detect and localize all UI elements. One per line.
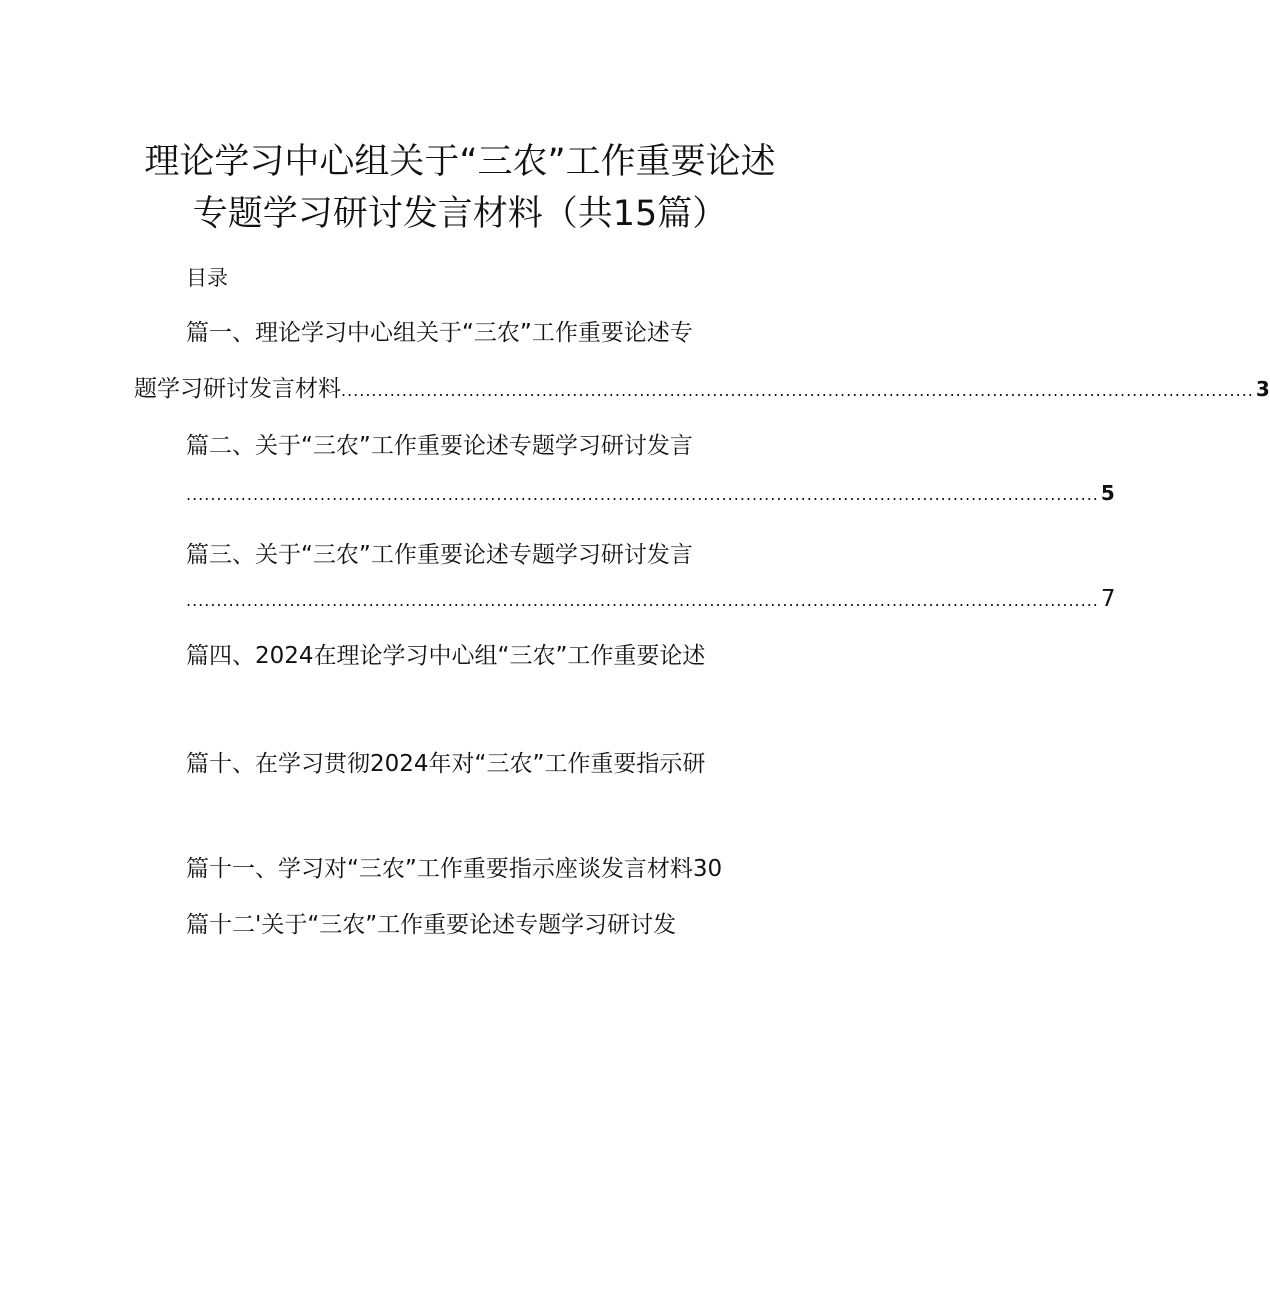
toc-entry-2-line-1[interactable]: 篇二、关于“三农”工作重要论述专题学习研讨发言 <box>186 433 693 459</box>
toc-entry-2-line-2[interactable] <box>186 481 1115 505</box>
toc-entry-3-line-2[interactable] <box>186 586 1116 612</box>
toc-entry-11[interactable]: 篇十一、学习对“三农”工作重要指示座谈发言材料30 <box>186 856 723 882</box>
toc-entry-12[interactable]: 篇十二'关于“三农”工作重要论述专题学习研讨发 <box>186 912 677 938</box>
document-title-line-2: 专题学习研讨发言材料（共15篇） <box>192 194 728 234</box>
document-title-line-1: 理论学习中心组关于“三农”工作重要论述 <box>144 142 776 182</box>
toc-entry-4[interactable]: 篇四、2024在理论学习中心组“三农”工作重要论述 <box>186 643 706 669</box>
toc-entry-1-line-2[interactable] <box>134 370 1270 403</box>
toc-entry-1-page: 3 <box>1255 377 1270 401</box>
dot-leader: ...................................................................................................................................................... <box>186 485 1099 504</box>
toc-entry-10[interactable]: 篇十、在学习贯彻2024年对“三农”工作重要指示研 <box>186 751 706 777</box>
toc-heading: 目录 <box>186 266 228 290</box>
dot-leader: ...................................................................................................................................................... <box>341 381 1254 400</box>
dot-leader: ...................................................................................................................................................... <box>186 591 1099 610</box>
toc-entry-1-text: 题学习研讨发言材料 <box>134 376 341 402</box>
toc-entry-3-line-1[interactable]: 篇三、关于“三农”工作重要论述专题学习研讨发言 <box>186 542 693 568</box>
toc-entry-1-line-1[interactable]: 篇一、理论学习中心组关于“三农”工作重要论述专 <box>186 320 693 346</box>
toc-entry-3-page: 7 <box>1100 586 1116 612</box>
toc-entry-2-page: 5 <box>1100 481 1115 505</box>
